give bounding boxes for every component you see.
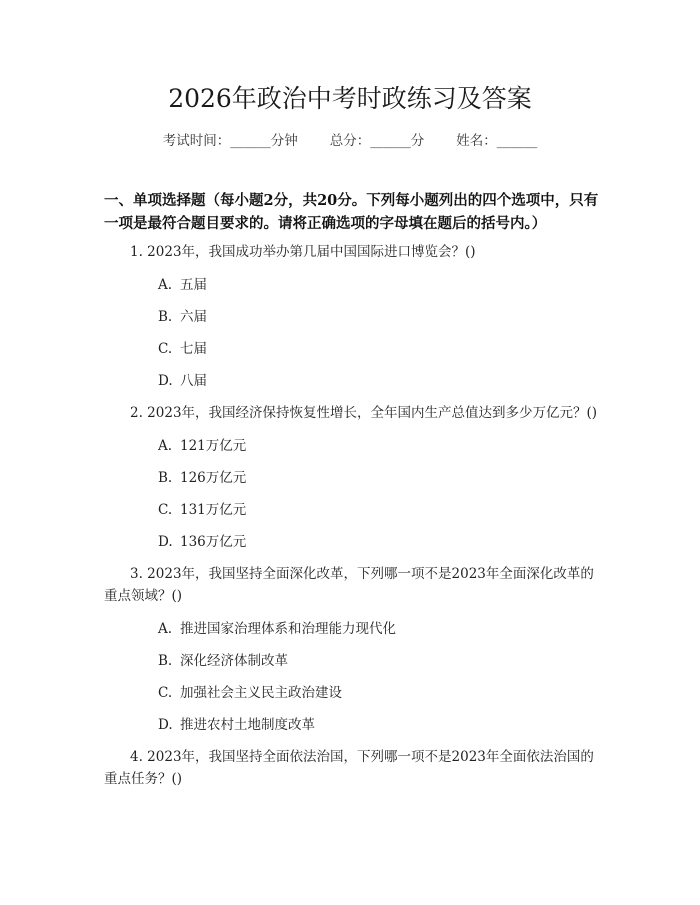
answer-option [158,467,604,489]
option-letter: B. [158,653,173,669]
page-title: 2026年政治中考时政练习及答案 [168,84,532,113]
option-text: 八届 [180,373,207,389]
answer-option [158,618,604,640]
answer-option [158,338,604,360]
student-name-label: 姓名：______ [456,133,538,149]
option-letter: A. [158,277,173,293]
question-text: 2. 2023年，我国经济保持恢复性增长，全年国内生产总值达到多少万亿元？() [130,405,598,421]
option-text: 六届 [180,309,207,325]
option-list [104,435,604,553]
option-text: 推进国家治理体系和治理能力现代化 [180,621,396,637]
exam-time-label: 考试时间：______分钟 [162,133,298,149]
option-letter: B. [158,470,173,486]
answer-option [158,274,604,296]
answer-option [158,650,604,672]
total-score-label: 总分：______分 [329,133,425,149]
exam-meta [0,130,700,152]
option-letter: D. [158,534,173,550]
answer-option [158,531,604,553]
question-text: 4. 2023年，我国坚持全面依法治国，下列哪一项不是2023年全面依法治国的重点任务？() [104,749,594,787]
option-letter: C. [158,341,173,357]
option-letter: C. [158,502,173,518]
question-item [104,402,604,553]
option-letter: C. [158,685,173,701]
answer-option [158,370,604,392]
option-letter: D. [158,373,173,389]
option-text: 136万亿元 [180,534,247,550]
answer-option [158,499,604,521]
option-letter: A. [158,621,173,637]
question-item [104,241,604,392]
option-letter: D. [158,717,173,733]
option-list [104,618,604,736]
answer-option [158,714,604,736]
option-letter: B. [158,309,173,325]
option-text: 七届 [180,341,207,357]
option-text: 121万亿元 [180,438,247,454]
option-text: 加强社会主义民主政治建设 [180,685,342,701]
question-text: 3. 2023年，我国坚持全面深化改革，下列哪一项不是2023年全面深化改革的重点领域？() [104,566,594,604]
option-text: 深化经济体制改革 [180,653,288,669]
section-heading: 一、单项选择题（每小题2分，共20分。下列每小题列出的四个选项中，只有一项是最符合题目要求的。请将正确选项的字母填在题后的括号内。） [104,192,599,232]
option-text: 五届 [180,277,207,293]
option-list [104,274,604,392]
question-item [104,746,604,790]
question-list [104,241,604,801]
option-letter: A. [158,438,173,454]
answer-option [158,435,604,457]
question-item [104,563,604,736]
answer-option [158,306,604,328]
option-text: 131万亿元 [180,502,247,518]
option-text: 126万亿元 [180,470,247,486]
question-text: 1. 2023年，我国成功举办第几届中国国际进口博览会？() [130,244,476,260]
answer-option [158,682,604,704]
option-text: 推进农村土地制度改革 [180,717,315,733]
